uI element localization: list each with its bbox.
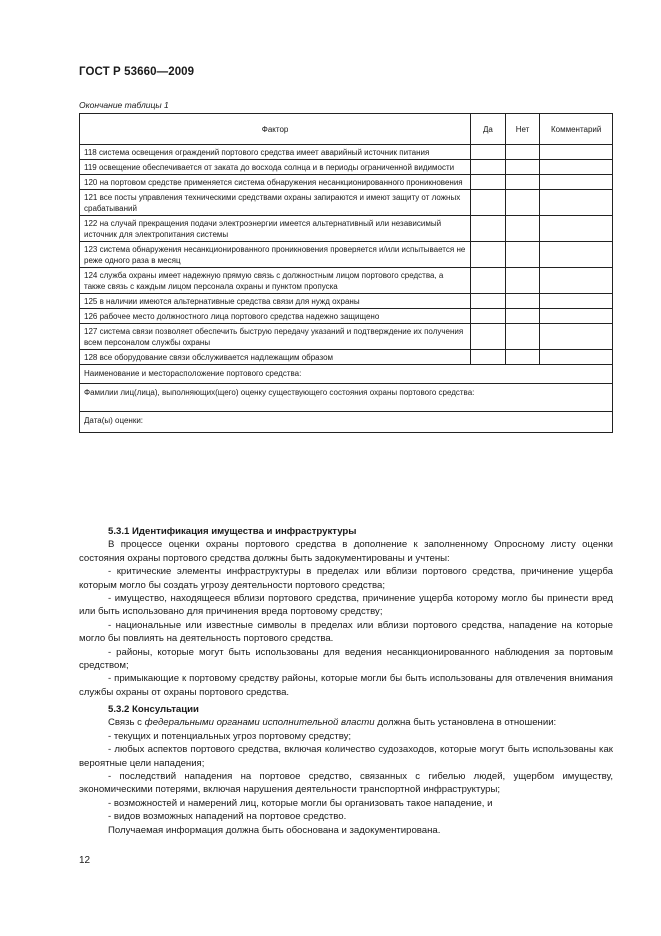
list-item: - последствий нападения на портовое средство, связанных с гибелью людей, ущербом имуществу, экономическими потерями, включая нарушения деятельности транспортной инфраструктуры; — [79, 771, 613, 796]
yes-cell — [471, 309, 506, 324]
table-row — [80, 294, 613, 309]
list-item: - национальные или известные символы в пределах или вблизи портового средства, нападение на которые могло бы повлиять на деятельность портового средства. — [79, 619, 613, 645]
comment-cell — [540, 160, 613, 175]
factor-cell: 123 система обнаружения несанкционированного проникновения проверяется и/или испытывается не реже одного раза в месяц — [80, 242, 471, 268]
no-cell — [505, 175, 540, 190]
yes-cell — [471, 350, 506, 365]
assessment-date-field: Дата(ы) оценки: — [80, 412, 613, 433]
paragraph: В процессе оценки охраны портового средства в дополнение к заполненному Опросному листу оценки состояния охраны портового средства должны быть задокументированы и учтены: — [79, 539, 613, 564]
section-5-3-2 — [79, 703, 613, 837]
table-footer-row — [80, 412, 613, 433]
table-row — [80, 268, 613, 294]
yes-cell — [471, 175, 506, 190]
page-number: 12 — [79, 855, 91, 866]
column-header-factor: Фактор — [80, 114, 471, 145]
table-row — [80, 309, 613, 324]
table-row — [80, 242, 613, 268]
no-cell — [505, 309, 540, 324]
assessors-field: Фамилии лиц(лица), выполняющих(щего) оценку существующего состояния охраны портового средства: — [80, 384, 613, 412]
no-cell — [505, 145, 540, 160]
comment-cell — [540, 216, 613, 242]
no-cell — [505, 350, 540, 365]
list-item: - возможностей и намерений лиц, которые могли бы организовать такое нападение, и — [108, 797, 493, 809]
column-header-no: Нет — [505, 114, 540, 145]
factor-cell: 126 рабочее место должностного лица портового средства надежно защищено — [80, 309, 471, 324]
paragraph: Получаемая информация должна быть обоснована и задокументирована. — [108, 824, 441, 836]
table-header-row — [80, 114, 613, 145]
comment-cell — [540, 175, 613, 190]
factor-cell: 119 освещение обеспечивается от заката до восхода солнца и в периоды ограниченной видимости — [80, 160, 471, 175]
factor-cell: 120 на портовом средстве применяется система обнаружения несанкционированного проникновения — [80, 175, 471, 190]
yes-cell — [471, 324, 506, 350]
factors-table — [79, 113, 613, 433]
no-cell — [505, 324, 540, 350]
facility-name-field: Наименование и месторасположение портового средства: — [80, 365, 613, 384]
list-item: - любых аспектов портового средства, включая количество судозаходов, которые могут быть использованы как вероятные цели нападения; — [79, 744, 613, 769]
document-header: ГОСТ Р 53660—2009 — [79, 66, 195, 78]
table-footer-row — [80, 365, 613, 384]
comment-cell — [540, 294, 613, 309]
table-footer-row — [80, 384, 613, 412]
table-row — [80, 350, 613, 365]
comment-cell — [540, 145, 613, 160]
table-row — [80, 145, 613, 160]
no-cell — [505, 268, 540, 294]
table-row — [80, 324, 613, 350]
yes-cell — [471, 294, 506, 309]
section-heading: 5.3.1 Идентификация имущества и инфраструктуры — [108, 526, 357, 537]
list-item: - примыкающие к портовому средству районы, которые могли бы быть использованы для отвлечения внимания службы охраны от охраны портового средства. — [79, 673, 613, 698]
table-caption: Окончание таблицы 1 — [79, 100, 169, 110]
table-row — [80, 175, 613, 190]
table-row — [80, 160, 613, 175]
comment-cell — [540, 309, 613, 324]
no-cell — [505, 190, 540, 216]
section-5-3-1 — [79, 525, 613, 699]
factor-cell: 127 система связи позволяет обеспечить быструю передачу указаний и подтверждение их получения всем персоналом службы охраны — [80, 324, 471, 350]
factor-cell: 118 система освещения ограждений портового средства имеет аварийный источник питания — [80, 145, 471, 160]
list-item: - критические элементы инфраструктуры в пределах или вблизи портового средства, причинение ущерба которым могло бы создать угрозу деятельности портового средства; — [79, 566, 613, 591]
factor-cell: 121 все посты управления техническими средствами охраны запираются и имеют защиту от ложных срабатываний — [80, 190, 471, 216]
intro-text: должна быть установлена в отношении: — [374, 717, 557, 729]
yes-cell — [471, 160, 506, 175]
table-row — [80, 216, 613, 242]
comment-cell — [540, 242, 613, 268]
comment-cell — [540, 190, 613, 216]
factor-cell: 122 на случай прекращения подачи электроэнергии имеется альтернативный или независимый источник для электропитания системы — [80, 216, 471, 242]
table-row — [80, 190, 613, 216]
list-item: - видов возможных нападений на портовое средство. — [108, 811, 347, 823]
comment-cell — [540, 324, 613, 350]
comment-cell — [540, 268, 613, 294]
comment-cell — [540, 350, 613, 365]
no-cell — [505, 216, 540, 242]
yes-cell — [471, 145, 506, 160]
no-cell — [505, 242, 540, 268]
no-cell — [505, 160, 540, 175]
yes-cell — [471, 190, 506, 216]
factor-cell: 124 служба охраны имеет надежную прямую связь с должностным лицом портового средства, а также связь с каждым лицом персонала охраны и пунктом пропуска — [80, 268, 471, 294]
list-item: - имущество, находящееся вблизи портового средства, причинение ущерба которому могло бы принести вред или быть использовано для причинения вреда портовому средству; — [79, 593, 613, 618]
no-cell — [505, 294, 540, 309]
list-item: - текущих и потенциальных угроз портовому средству; — [108, 730, 352, 742]
section-heading: 5.3.2 Консультации — [108, 704, 199, 715]
yes-cell — [471, 216, 506, 242]
factor-cell: 125 в наличии имеются альтернативные средства связи для нужд охраны — [80, 294, 471, 309]
intro-text: Связь с — [108, 717, 145, 729]
paragraph — [79, 716, 613, 729]
column-header-yes: Да — [471, 114, 506, 145]
yes-cell — [471, 268, 506, 294]
column-header-comment: Комментарий — [540, 114, 613, 145]
list-item: - районы, которые могут быть использованы для ведения несанкционированного наблюдения за портовым средством; — [79, 646, 613, 672]
factor-cell: 128 все оборудование связи обслуживается надлежащим образом — [80, 350, 471, 365]
intro-italic-text: федеральными органами исполнительной власти — [144, 717, 375, 729]
yes-cell — [471, 242, 506, 268]
